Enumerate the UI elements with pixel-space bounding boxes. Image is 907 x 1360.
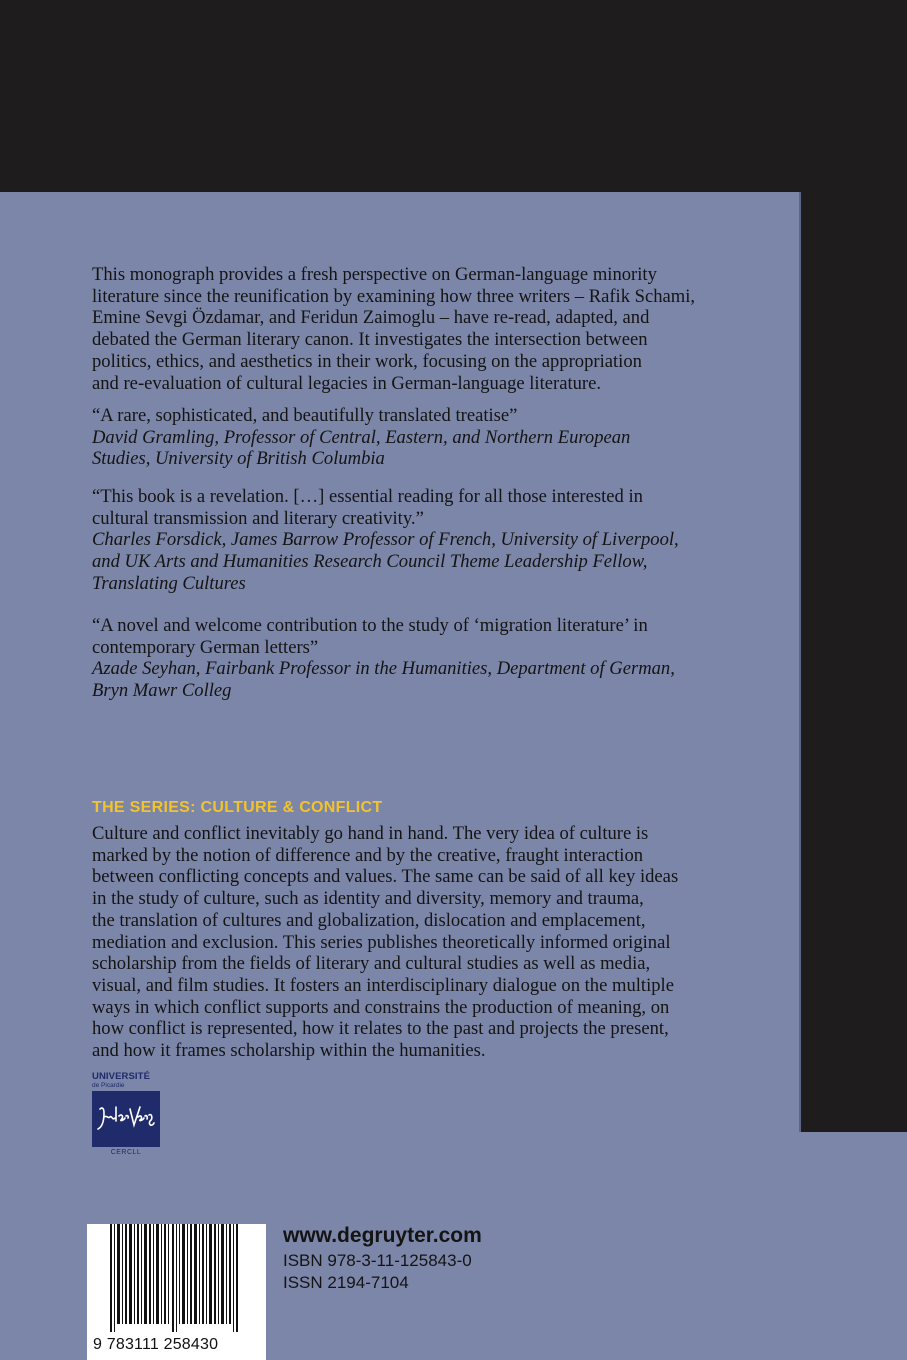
logo-university: UNIVERSITÉ [92, 1071, 151, 1082]
blurb-line: This monograph provides a fresh perspective on German-language minority [92, 264, 657, 285]
quote-text: “This book is a revelation. […] essential reading for all those interested in [92, 486, 643, 507]
quote-attribution: Studies, University of British Columbia [92, 448, 385, 470]
isbn-barcode [87, 1224, 266, 1360]
quote-attribution: David Gramling, Professor of Central, Eastern, and Northern European [92, 426, 631, 448]
quote-text: cultural transmission and literary creativity.” [92, 507, 424, 529]
series-description [92, 823, 732, 1062]
series-line: visual, and film studies. It fosters an interdisciplinary dialogue on the multiple [92, 974, 674, 996]
quote-attribution: Charles Forsdick, James Barrow Professor of French, University of Liverpool, [92, 529, 679, 551]
dark-background [0, 0, 907, 192]
logo-signature-box [92, 1091, 160, 1147]
issn-number: ISSN 2194-7104 [283, 1273, 409, 1292]
quote-text: contemporary German letters” [92, 636, 319, 658]
isbn-number: ISBN 978-3-11-125843-0 [283, 1251, 472, 1270]
logo-picardie: de Picardie [92, 1082, 125, 1089]
blurb-line: debated the German literary canon. It investigates the intersection between [92, 329, 648, 351]
series-line: between conflicting concepts and values. The same can be said of all key ideas [92, 866, 679, 888]
series-line: how conflict is represented, how it relates to the past and projects the present, [92, 1018, 669, 1040]
quote-attribution: Bryn Mawr Colleg [92, 680, 232, 702]
quote-text: “A rare, sophisticated, and beautifully translated treatise” [92, 405, 518, 426]
publisher-url[interactable]: www.degruyter.com [283, 1224, 482, 1247]
barcode-number: 9 783111 258430 [93, 1336, 219, 1353]
series-line: the translation of cultures and globalization, dislocation and emplacement, [92, 909, 646, 931]
review-quote-3 [92, 615, 732, 702]
review-quote-2 [92, 486, 732, 595]
series-line: scholarship from the fields of literary and cultural studies as well as media, [92, 953, 651, 975]
book-description [92, 264, 732, 394]
series-line: and how it frames scholarship within the humanities. [92, 1040, 486, 1062]
logo-cercll: CERCLL [110, 1149, 142, 1156]
series-line: marked by the notion of difference and by the creative, fraught interaction [92, 844, 644, 866]
barcode-icon [87, 1224, 266, 1336]
quote-attribution: and UK Arts and Humanities Research Council Theme Leadership Fellow, [92, 551, 648, 573]
series-line: Culture and conflict inevitably go hand in hand. The very idea of culture is [92, 823, 649, 844]
quote-attribution: Translating Cultures [92, 572, 246, 594]
series-line: ways in which conflict supports and constrains the production of meaning, on [92, 996, 670, 1018]
blurb-line: literature since the reunification by examining how three writers – Rafik Schami, [92, 285, 696, 307]
signature-icon [94, 1099, 158, 1139]
university-logo [92, 1072, 162, 1162]
blurb-line: Emine Sevgi Özdamar, and Feridun Zaimoglu – have re-read, adapted, and [92, 307, 650, 329]
blurb-line: politics, ethics, and aesthetics in their work, focusing on the appropriation [92, 350, 642, 372]
series-line: mediation and exclusion. This series publishes theoretically informed original [92, 931, 671, 953]
quote-text: “A novel and welcome contribution to the study of ‘migration literature’ in [92, 615, 648, 636]
cover-strip [800, 1132, 907, 1360]
review-quote-1 [92, 405, 732, 470]
cover-edge [799, 192, 801, 1132]
series-line: in the study of culture, such as identity and diversity, memory and trauma, [92, 888, 644, 910]
quote-attribution: Azade Seyhan, Fairbank Professor in the Humanities, Department of German, [92, 658, 675, 680]
series-heading: THE SERIES: CULTURE & CONFLICT [92, 799, 383, 816]
blurb-line: and re-evaluation of cultural legacies in German-language literature. [92, 372, 602, 394]
